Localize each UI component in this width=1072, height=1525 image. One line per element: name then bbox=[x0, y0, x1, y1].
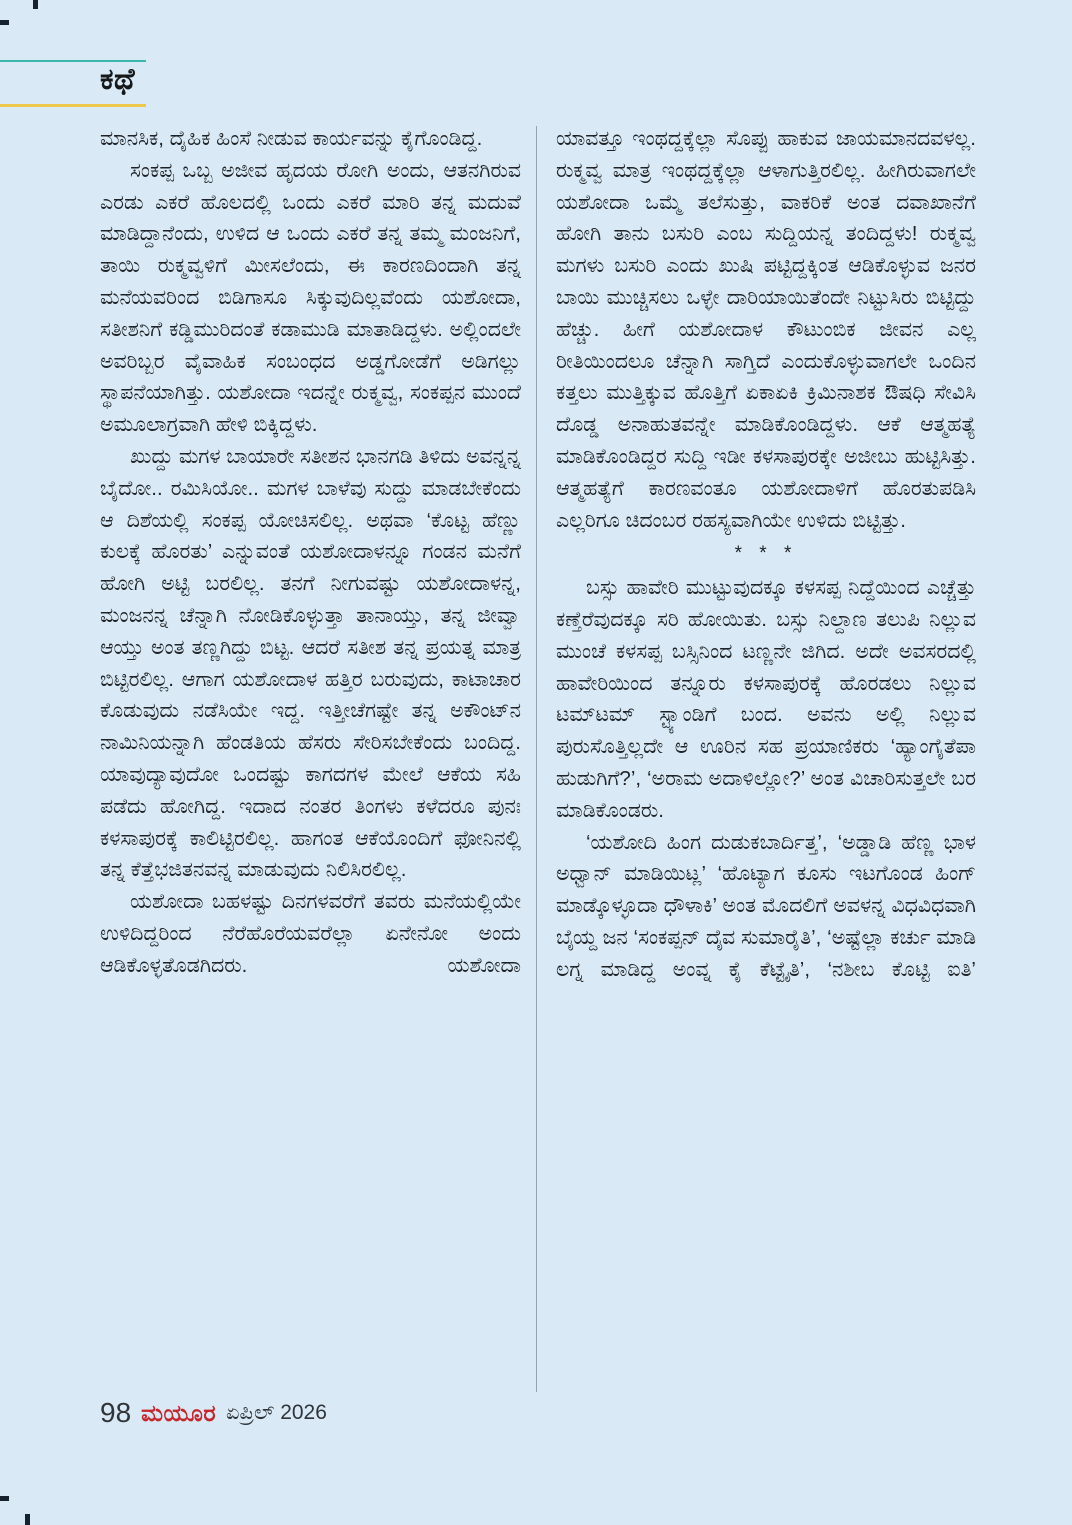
paragraph-left-1: ಮಾನಸಿಕ, ದೈಹಿಕ ಹಿಂಸೆ ನೀಡುವ ಕಾರ್ಯವನ್ನು ಕೈಗೊಂಡಿದ್ದ. bbox=[100, 127, 483, 150]
crop-mark-top-tick bbox=[33, 0, 38, 9]
magazine-logo: ಮಯೂರ bbox=[141, 1399, 217, 1426]
paragraph-left-4: ಯಶೋದಾ ಬಹಳಷ್ಟು ದಿನಗಳವರೆಗೆ ತವರು ಮನೆಯಲ್ಲಿಯೇ ಉಳಿದಿದ್ದರಿಂದ ನೆರೆಹೊರೆಯವರೆಲ್ಲಾ ಏನೇನೋ ಅಂದು ಆಡಿಕೊಳ್ಳತೊಡಗಿದರು. ಯಶೋದಾ bbox=[100, 890, 521, 977]
crop-mark-left-dash bbox=[0, 20, 9, 25]
paragraph-right-2: ಬಸ್ಸು ಹಾವೇರಿ ಮುಟ್ಟುವುದಕ್ಕೂ ಕಳಸಪ್ಪ ನಿದ್ದೆಯಿಂದ ಎಚ್ಚೆತ್ತು ಕಣ್ತೆರೆವುದಕ್ಕೂ ಸರಿ ಹೋಯಿತು. ಬಸ್ಸು ನಿಲ್ದಾಣ ತಲುಪಿ ನಿಲ್ಲುವ ಮುಂಚೆ ಕಳಸಪ್ಪ ಬಸ್ಸಿನಿಂದ ಟಣ್ಣನೇ ಜಿಗಿದ. ಅದೇ ಅವಸರದಲ್ಲಿ ಹಾವೇರಿಯಿಂದ ತನ್ನೂರು ಕಳಸಾಪುರಕ್ಕೆ ಹೊರಡಲು ನಿಲ್ಲುವ ಟಮ್‌ಟಮ್ ಸ್ಟ್ಯಾಂಡಿಗೆ ಬಂದ. ಅವನು ಅಲ್ಲಿ ನಿಲ್ಲುವ ಪುರುಸೊತ್ತಿಲ್ಲದೇ ಆ ಊರಿನ ಸಹ ಪ್ರಯಾಣಿಕರು ‘ಹ್ಯಾಂಗೈತೆಪಾ ಹುಡುಗಿಗೆ?’, ‘ಅರಾಮ ಅದಾಳಿಲ್ಲೋ?’ ಅಂತ ವಿಚಾರಿಸುತ್ತಲೇ ಬರ ಮಾಡಿಕೊಂಡರು. bbox=[556, 576, 976, 822]
article-column-left bbox=[100, 123, 521, 982]
page-number: 98 bbox=[100, 1397, 132, 1428]
column-divider bbox=[536, 126, 537, 1392]
kicker-rule-top bbox=[0, 60, 146, 62]
paragraph-left-2: ಸಂಕಪ್ಪ ಒಬ್ಬ ಅಜೀವ ಹೃದಯ ರೋಗಿ ಅಂದು, ಆತನಗಿರುವ ಎರಡು ಎಕರೆ ಹೊಲದಲ್ಲಿ ಒಂದು ಎಕರೆ ಮಾರಿ ತನ್ನ ಮದುವೆ ಮಾಡಿದ್ದಾನೆಂದು, ಉಳಿದ ಆ ಒಂದು ಎಕರೆ ತನ್ನ ತಮ್ಮ ಮಂಜನಿಗೆ, ತಾಯಿ ರುಕ್ಮವ್ವಳಿಗೆ ಮೀಸಲೆಂದು, ಈ ಕಾರಣದಿಂದಾಗಿ ತನ್ನ ಮನೆಯವರಿಂದ ಬಿಡಿಗಾಸೂ ಸಿಕ್ಕುವುದಿಲ್ಲವೆಂದು ಯಶೋದಾ, ಸತೀಶನಿಗೆ ಕಡ್ಡಿಮುರಿದಂತೆ ಕಡಾಮುಡಿ ಮಾತಾಡಿದ್ದಳು. ಅಲ್ಲಿಂದಲೇ ಅವರಿಬ್ಬರ ವೈವಾಹಿಕ ಸಂಬಂಧದ ಅಡ್ಡಗೋಡೆಗೆ ಅಡಿಗಲ್ಲು ಸ್ಥಾಪನೆಯಾಗಿತ್ತು. ಯಶೋದಾ ಇದನ್ನೇ ರುಕ್ಮವ್ವ, ಸಂಕಪ್ಪನ ಮುಂದೆ ಅಮೂಲಾಗ್ರವಾಗಿ ಹೇಳಿ ಬಿಕ್ಕಿದ್ದಳು. bbox=[100, 158, 521, 437]
crop-mark-bottom-dash bbox=[0, 1496, 9, 1501]
paragraph-right-3: ‘ಯಶೋದಿ ಹಿಂಗ ದುಡುಕಬಾರ್ದಿತ್ತ’, ‘ಅಡ್ಡಾಡಿ ಹೆಣ್ಣ ಭಾಳ ಅಧ್ವಾನ್ ಮಾಡಿಯಿಟ್ಲ’ ‘ಹೊಟ್ಯಾಗ ಕೂಸು ಇಟಗೊಂಡ ಹಿಂಗ್ ಮಾಡ್ಕೊಳ್ಳೂದಾ ಧೌಳಾಕಿ’ ಅಂತ ಮೊದಲಿಗೆ ಅವಳನ್ನ ವಿಧವಿಧವಾಗಿ ಬೈಯ್ದ ಜನ ‘ಸಂಕಪ್ಪನ್ ದೈವ ಸುಮಾರೈತಿ’, ‘ಅಷ್ಟೆಲ್ಲಾ ಕರ್ಚು ಮಾಡಿ ಲಗ್ನ ಮಾಡಿದ್ದ ಅಂವ್ನ ಕೈ ಕೆಟ್ಟೈತಿ’, ‘ನಶೀಬ ಕೊಟ್ಟಿ ಐತಿ’ bbox=[556, 830, 976, 981]
paragraph-left-3: ಖುದ್ದು ಮಗಳ ಬಾಯಾರೇ ಸತೀಶನ ಭಾನಗಡಿ ತಿಳಿದು ಅವನ್ನನ್ನ ಬೈದೋ.. ರಮಿಸಿಯೋ.. ಮಗಳ ಬಾಳೆವು ಸುದ್ದು ಮಾಡಬೇಕೆಂದು ಆ ದಿಶೆಯಲ್ಲಿ ಸಂಕಪ್ಪ ಯೋಚಿಸಲಿಲ್ಲ. ಅಥವಾ ‘ಕೊಟ್ಟ ಹೆಣ್ಣು ಕುಲಕ್ಕೆ ಹೊರತು’ ಎನ್ನುವಂತೆ ಯಶೋದಾಳನ್ನೂ ಗಂಡನ ಮನೆಗೆ ಹೋಗಿ ಅಟ್ಟಿ ಬರಲಿಲ್ಲ. ತನಗೆ ನೀಗುವಷ್ಟು ಯಶೋದಾಳನ್ನ, ಮಂಜನನ್ನ ಚೆನ್ನಾಗಿ ನೋಡಿಕೊಳ್ಳುತ್ತಾ ತಾನಾಯ್ತು, ತನ್ನ ಜೀವ್ವಾ ಆಯ್ತು ಅಂತ ತಣ್ಣಗಿದ್ದು ಬಿಟ್ಟ. ಆದರೆ ಸತೀಶ ತನ್ನ ಪ್ರಯತ್ನ ಮಾತ್ರ ಬಿಟ್ಟಿರಲಿಲ್ಲ. ಆಗಾಗ ಯಶೋದಾಳ ಹತ್ತಿರ ಬರುವುದು, ಕಾಟಾಚಾರ ಕೊಡುವುದು ನಡೆಸಿಯೇ ಇದ್ದ. ಇತ್ತೀಚೆಗಷ್ಟೇ ತನ್ನ ಅಕೌಂಟ್‌ನ ನಾಮಿನಿಯನ್ನಾಗಿ ಹೆಂಡತಿಯ ಹೆಸರು ಸೇರಿಸಬೇಕೆಂದು ಬಂದಿದ್ದ. ಯಾವುದ್ಯಾವುದೋ ಒಂದಷ್ಟು ಕಾಗದಗಳ ಮೇಲೆ ಆಕೆಯ ಸಹಿ ಪಡೆದು ಹೋಗಿದ್ದ. ಇದಾದ ನಂತರ ತಿಂಗಳು ಕಳೆದರೂ ಪುನಃ ಕಳಸಾಪುರಕ್ಕೆ ಕಾಲಿಟ್ಟಿರಲಿಲ್ಲ. ಹಾಗಂತ ಆಕೆಯೊಂದಿಗೆ ಫೋನಿನಲ್ಲಿ ತನ್ನ ಕೆತ್ತೆಭಜಿತನವನ್ನ ಮಾಡುವುದು ನಿಲಿಸಿರಲಿಲ್ಲ. bbox=[100, 444, 521, 882]
section-title: ಕಥೆ bbox=[100, 63, 136, 96]
issue-date: ಏಪ್ರಿಲ್ 2026 bbox=[226, 1401, 327, 1424]
page-footer bbox=[100, 1396, 327, 1430]
section-break: * * * bbox=[734, 543, 798, 565]
crop-mark-bottom-tick bbox=[25, 1514, 30, 1525]
article-column-right bbox=[556, 123, 976, 986]
paragraph-right-1: ಯಾವತ್ತೂ ಇಂಥದ್ದಕ್ಕೆಲ್ಲಾ ಸೊಪ್ಪು ಹಾಕುವ ಜಾಯಮಾನದವಳಲ್ಲ. ರುಕ್ಮವ್ವ ಮಾತ್ರ ಇಂಥದ್ದಕ್ಕೆಲ್ಲಾ ಆಳಾಗುತ್ತಿರಲಿಲ್ಲ. ಹೀಗಿರುವಾಗಲೇ ಯಶೋದಾ ಒಮ್ಮೆ ತಲೆಸುತ್ತು, ವಾಕರಿಕೆ ಅಂತ ದವಾಖಾನೆಗೆ ಹೋಗಿ ತಾನು ಬಸುರಿ ಎಂಬ ಸುದ್ದಿಯನ್ನ ತಂದಿದ್ದಳು! ರುಕ್ಮವ್ವ ಮಗಳು ಬಸುರಿ ಎಂದು ಖುಷಿ ಪಟ್ಟಿದ್ದಕ್ಕಿಂತ ಆಡಿಕೊಳ್ಳುವ ಜನರ ಬಾಯಿ ಮುಚ್ಚಿಸಲು ಒಳ್ಳೇ ದಾರಿಯಾಯಿತೆಂದೇ ನಿಟ್ಟುಸಿರು ಬಿಟ್ಟಿದ್ದು ಹೆಚ್ಚು. ಹೀಗೆ ಯಶೋದಾಳ ಕೌಟುಂಬಿಕ ಜೀವನ ಎಲ್ಲ ರೀತಿಯಿಂದಲೂ ಚೆನ್ನಾಗಿ ಸಾಗ್ತಿದೆ ಎಂದುಕೊಳ್ಳುವಾಗಲೇ ಒಂದಿನ ಕತ್ತಲು ಮುತ್ತಿಕ್ಕುವ ಹೊತ್ತಿಗೆ ಏಕಾಏಕಿ ಕ್ರಿಮಿನಾಶಕ ಔಷಧಿ ಸೇವಿಸಿ ದೊಡ್ಡ ಅನಾಹುತವನ್ನೇ ಮಾಡಿಕೊಂಡಿದ್ದಳು. ಆಕೆ ಆತ್ಮಹತ್ಯೆ ಮಾಡಿಕೊಂಡಿದ್ದರ ಸುದ್ದಿ ಇಡೀ ಕಳಸಾಪುರಕ್ಕೇ ಅಜೀಬು ಹುಟ್ಟಿಸಿತ್ತು. ಆತ್ಮಹತ್ಯೆಗೆ ಕಾರಣವಂತೂ ಯಶೋದಾಳಿಗೆ ಹೊರತುಪಡಿಸಿ ಎಲ್ಲರಿಗೂ ಚಿದಂಬರ ರಹಸ್ಯವಾಗಿಯೇ ಉಳಿದು ಬಿಟ್ಟಿತ್ತು. bbox=[556, 127, 976, 532]
kicker-rule-bottom bbox=[0, 104, 146, 107]
